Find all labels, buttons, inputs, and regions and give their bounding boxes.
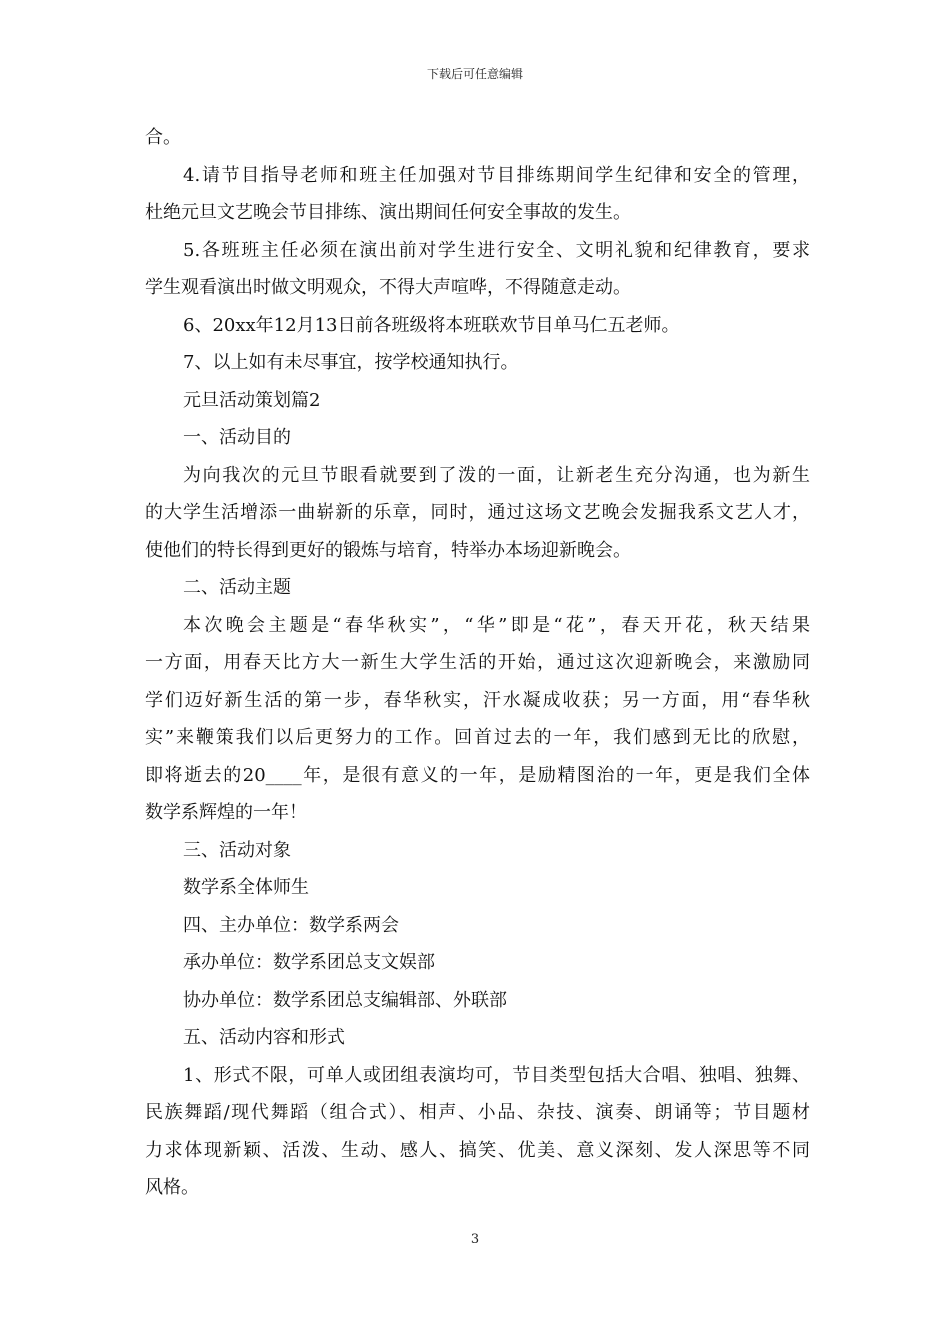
text-line: 力求体现新颖、活泼、生动、感人、搞笑、优美、意义深刻、发人深思等不同 [145,1139,810,1161]
text-line: 数学系辉煌的一年！ [145,802,307,823]
text-line: 承办单位：数学系团总支文娱部 [183,952,435,973]
text-line: 杜绝元旦文艺晚会节目排练、演出期间任何安全事故的发生。 [145,202,631,223]
page-number: 3 [470,1232,480,1247]
document-body [145,119,810,1207]
text-line: 6、20xx年12月13日前各班级将本班联欢节目单马仁五老师。 [183,314,680,336]
text-line: 五、活动内容和形式 [183,1027,345,1048]
text-line: 风格。 [145,1177,199,1198]
page-header: 下载后可任意编辑 [426,67,523,81]
text-line: 四、主办单位：数学系两会 [183,914,399,936]
text-line: 合。 [145,127,181,148]
text-line: 民族舞蹈/现代舞蹈（组合式）、相声、小品、杂技、演奏、朗诵等；节目题材 [145,1102,810,1123]
text-line: 三、活动对象 [183,839,291,861]
text-line: 的大学生活增添一曲崭新的乐章，同时，通过这场文艺晚会发掘我系文艺人才， [145,502,810,523]
text-line: 1、形式不限，可单人或团组表演均可，节目类型包括大合唱、独唱、独舞、 [183,1064,810,1086]
text-line: 协办单位：数学系团总支编辑部、外联部 [183,989,507,1011]
text-line: 即将逝去的20____年，是很有意义的一年，是励精图治的一年，更是我们全体 [145,764,810,786]
text-line: 一、活动目的 [183,427,291,448]
text-line: 实”来鞭策我们以后更努力的工作。回首过去的一年，我们感到无比的欣慰， [145,727,810,748]
text-line: 使他们的特长得到更好的锻炼与培育，特举办本场迎新晚会。 [145,539,631,561]
text-line: 学生观看演出时做文明观众，不得大声喧哗，不得随意走动。 [145,277,631,298]
text-line: 学们迈好新生活的第一步，春华秋实，汗水凝成收获；另一方面，用“春华秋 [145,689,810,711]
text-line: 4.请节目指导老师和班主任加强对节目排练期间学生纪律和安全的管理， [183,164,810,186]
text-line: 一方面，用春天比方大一新生大学生活的开始，通过这次迎新晚会，来激励同 [145,652,810,673]
text-line: 二、活动主题 [183,577,291,598]
text-line: 数学系全体师生 [183,877,309,898]
text-line: 元旦活动策划篇2 [183,389,321,411]
text-line: 7、以上如有未尽事宜，按学校通知执行。 [183,352,519,373]
text-line: 为向我次的元旦节眼看就要到了泼的一面，让新老生充分沟通，也为新生 [183,464,810,486]
text-line: 5.各班班主任必须在演出前对学生进行安全、文明礼貌和纪律教育，要求 [183,239,810,261]
text-line: 本次晚会主题是“春华秋实”，“华”即是“花”，春天开花，秋天结果 [183,614,810,636]
